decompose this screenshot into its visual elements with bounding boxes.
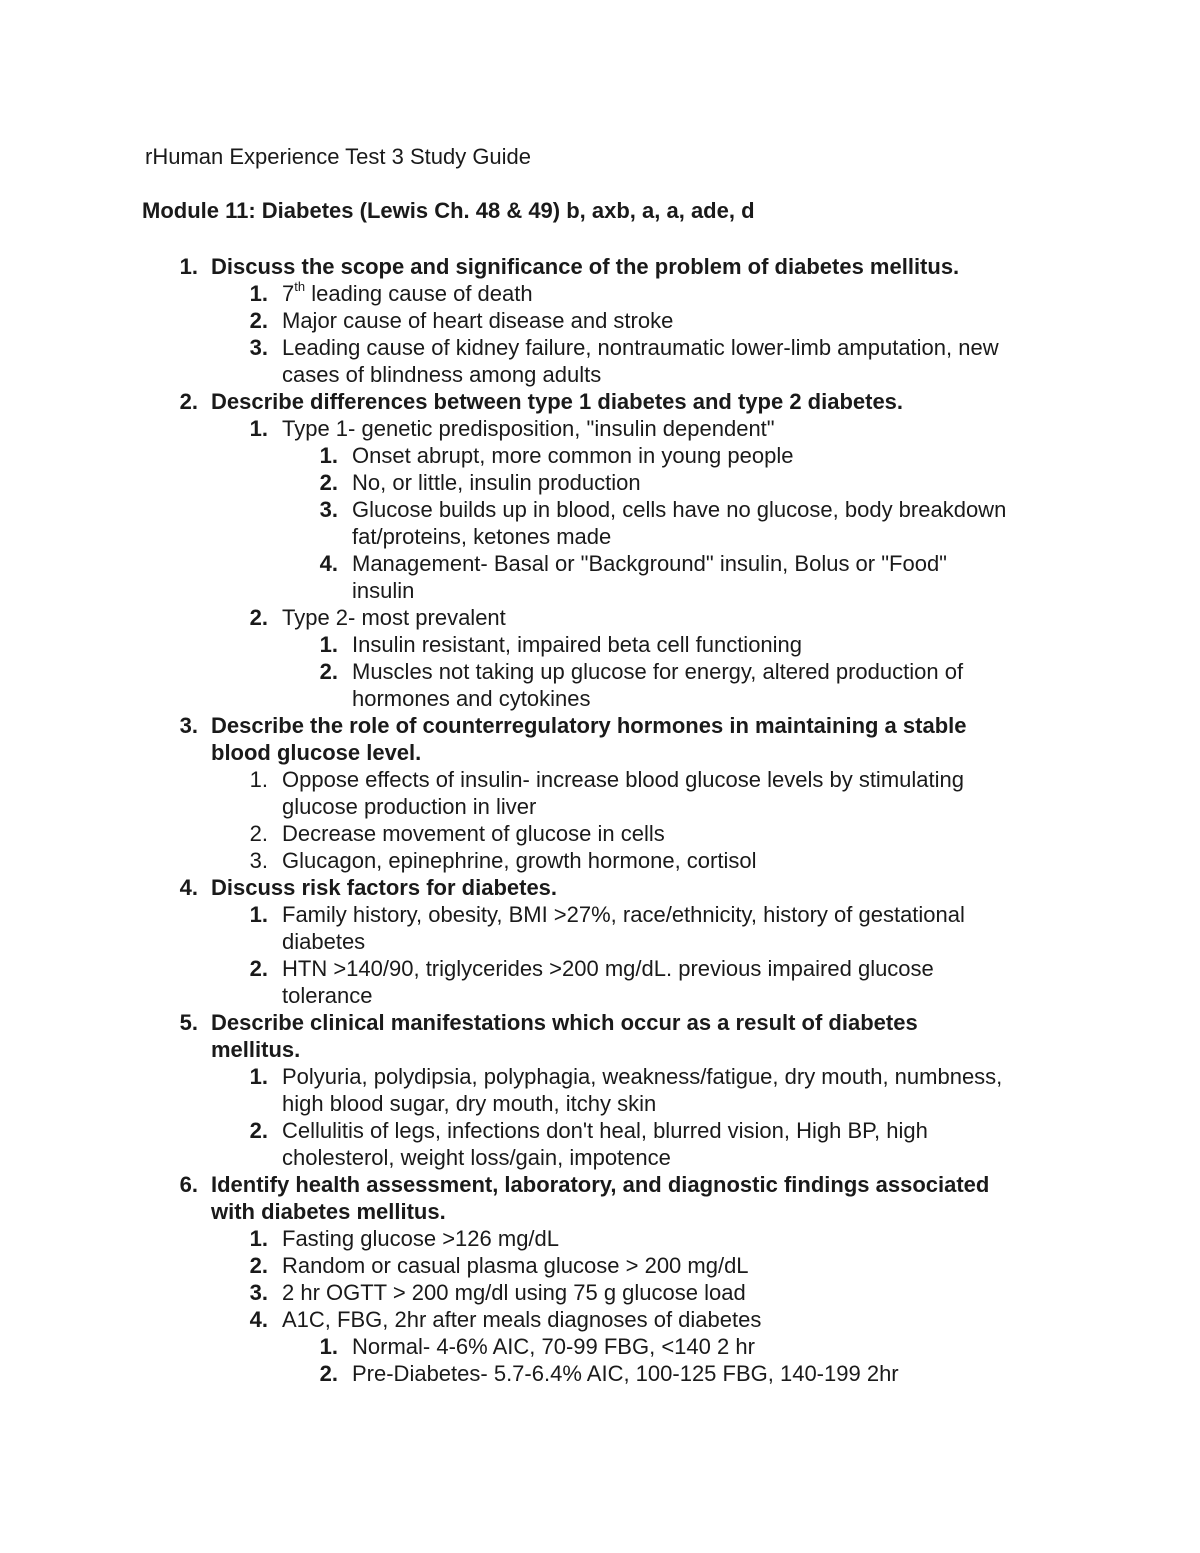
sub-answer-item — [0, 442, 1200, 469]
list-text: No, or little, insulin production — [352, 470, 641, 495]
list-text: fat/proteins, ketones made — [352, 524, 612, 549]
list-number: 2. — [249, 605, 268, 630]
answer-item — [0, 820, 1200, 847]
answer-item — [0, 361, 1200, 388]
answer-item — [0, 415, 1200, 442]
answer-item — [0, 847, 1200, 874]
list-text: blood glucose level. — [211, 740, 422, 765]
list-number: 3. — [249, 848, 268, 873]
sub-answer-item — [0, 469, 1200, 496]
list-text: Pre-Diabetes- 5.7-6.4% AIC, 100-125 FBG, 140-199 2hr — [352, 1361, 899, 1386]
list-text: Major cause of heart disease and stroke — [282, 308, 674, 333]
list-number: 2. — [249, 1118, 268, 1143]
list-number: 1. — [319, 1334, 338, 1359]
list-text: Random or casual plasma glucose > 200 mg/dL — [282, 1253, 749, 1278]
list-number: 2. — [179, 389, 198, 414]
answer-item — [0, 766, 1200, 793]
list-text: Type 1- genetic predisposition, "insulin dependent" — [282, 416, 775, 441]
sub-answer-item — [0, 631, 1200, 658]
list-text: Glucagon, epinephrine, growth hormone, cortisol — [282, 848, 757, 873]
question-item — [0, 1171, 1200, 1198]
question-item — [0, 388, 1200, 415]
list-number: 3. — [249, 1280, 268, 1305]
list-number: 1. — [249, 1064, 268, 1089]
list-text: 7th leading cause of death — [282, 278, 533, 306]
list-number: 6. — [179, 1172, 198, 1197]
answer-item — [0, 1090, 1200, 1117]
list-number: 2. — [249, 1253, 268, 1278]
list-number: 1. — [319, 443, 338, 468]
list-number: 2. — [249, 308, 268, 333]
question-list — [0, 253, 1200, 1387]
answer-item — [0, 604, 1200, 631]
sub-answer-item — [0, 550, 1200, 577]
question-item — [0, 712, 1200, 739]
question-item — [0, 1198, 1200, 1225]
list-text: mellitus. — [211, 1037, 301, 1062]
list-number: 4. — [179, 875, 198, 900]
list-number: 1. — [249, 767, 268, 792]
list-text: cholesterol, weight loss/gain, impotence — [282, 1145, 671, 1170]
answer-item — [0, 1225, 1200, 1252]
list-text: Muscles not taking up glucose for energy, altered production of — [352, 659, 964, 684]
list-text: Identify health assessment, laboratory, and diagnostic findings associated — [211, 1172, 990, 1197]
list-text: Describe differences between type 1 diabetes and type 2 diabetes. — [211, 389, 904, 414]
list-text: HTN >140/90, triglycerides >200 mg/dL. previous impaired glucose — [282, 956, 934, 981]
answer-item — [0, 280, 1200, 307]
list-text: insulin — [352, 578, 415, 603]
module-heading: Module 11: Diabetes (Lewis Ch. 48 & 49) b, axb, a, a, ade, d — [142, 198, 755, 223]
sub-answer-item — [0, 685, 1200, 712]
answer-item — [0, 1279, 1200, 1306]
list-number: 4. — [319, 551, 338, 576]
list-text: high blood sugar, dry mouth, itchy skin — [282, 1091, 657, 1116]
answer-item — [0, 901, 1200, 928]
list-number: 2. — [249, 956, 268, 981]
list-text: tolerance — [282, 983, 373, 1008]
list-number: 2. — [249, 821, 268, 846]
question-item — [0, 253, 1200, 280]
answer-item — [0, 307, 1200, 334]
list-text: hormones and cytokines — [352, 686, 591, 711]
sub-answer-item — [0, 658, 1200, 685]
list-number: 3. — [249, 335, 268, 360]
sub-answer-item — [0, 1333, 1200, 1360]
sub-answer-item — [0, 496, 1200, 523]
list-text: Onset abrupt, more common in young people — [352, 443, 794, 468]
list-text: Cellulitis of legs, infections don't heal, blurred vision, High BP, high — [282, 1118, 928, 1143]
list-number: 1. — [319, 632, 338, 657]
answer-item — [0, 334, 1200, 361]
list-text: Glucose builds up in blood, cells have no glucose, body breakdown — [352, 497, 1007, 522]
list-text: Discuss risk factors for diabetes. — [211, 875, 558, 900]
answer-item — [0, 793, 1200, 820]
list-text: Describe the role of counterregulatory hormones in maintaining a stable — [211, 713, 967, 738]
question-item — [0, 739, 1200, 766]
list-text: A1C, FBG, 2hr after meals diagnoses of diabetes — [282, 1307, 762, 1332]
list-number: 1. — [179, 254, 198, 279]
list-text: Oppose effects of insulin- increase blood glucose levels by stimulating — [282, 767, 964, 792]
answer-item — [0, 1063, 1200, 1090]
list-text: Fasting glucose >126 mg/dL — [282, 1226, 560, 1251]
list-text: Normal- 4-6% AIC, 70-99 FBG, <140 2 hr — [352, 1334, 755, 1359]
list-number: 2. — [319, 470, 338, 495]
sub-answer-item — [0, 523, 1200, 550]
list-number: 1. — [249, 416, 268, 441]
list-number: 1. — [249, 902, 268, 927]
answer-item — [0, 1306, 1200, 1333]
sub-answer-item — [0, 1360, 1200, 1387]
answer-item — [0, 1252, 1200, 1279]
list-text: Describe clinical manifestations which occur as a result of diabetes — [211, 1010, 918, 1035]
list-number: 2. — [319, 1361, 338, 1386]
list-number: 1. — [249, 1226, 268, 1251]
list-text: diabetes — [282, 929, 366, 954]
answer-item — [0, 1117, 1200, 1144]
question-item — [0, 874, 1200, 901]
list-text: Insulin resistant, impaired beta cell functioning — [352, 632, 803, 657]
list-text: Decrease movement of glucose in cells — [282, 821, 665, 846]
question-item — [0, 1009, 1200, 1036]
answer-item — [0, 955, 1200, 982]
list-text: Family history, obesity, BMI >27%, race/ethnicity, history of gestational — [282, 902, 965, 927]
list-number: 5. — [179, 1010, 198, 1035]
list-text: Polyuria, polydipsia, polyphagia, weakness/fatigue, dry mouth, numbness, — [282, 1064, 1003, 1089]
list-text: cases of blindness among adults — [282, 362, 602, 387]
question-item — [0, 1036, 1200, 1063]
list-text: Discuss the scope and significance of the problem of diabetes mellitus. — [211, 254, 960, 279]
sub-answer-item — [0, 577, 1200, 604]
list-text: Management- Basal or "Background" insulin, Bolus or "Food" — [352, 551, 947, 576]
list-text: Type 2- most prevalent — [282, 605, 506, 630]
answer-item — [0, 1144, 1200, 1171]
answer-item — [0, 928, 1200, 955]
list-text: 2 hr OGTT > 200 mg/dl using 75 g glucose load — [282, 1280, 746, 1305]
list-number: 4. — [249, 1307, 268, 1332]
answer-item — [0, 982, 1200, 1009]
list-number: 3. — [319, 497, 338, 522]
list-number: 2. — [319, 659, 338, 684]
document-title: rHuman Experience Test 3 Study Guide — [145, 144, 532, 169]
list-text: glucose production in liver — [282, 794, 537, 819]
list-text: Leading cause of kidney failure, nontraumatic lower-limb amputation, new — [282, 335, 999, 360]
list-number: 3. — [179, 713, 198, 738]
list-number: 1. — [249, 281, 268, 306]
list-text: with diabetes mellitus. — [211, 1199, 446, 1224]
